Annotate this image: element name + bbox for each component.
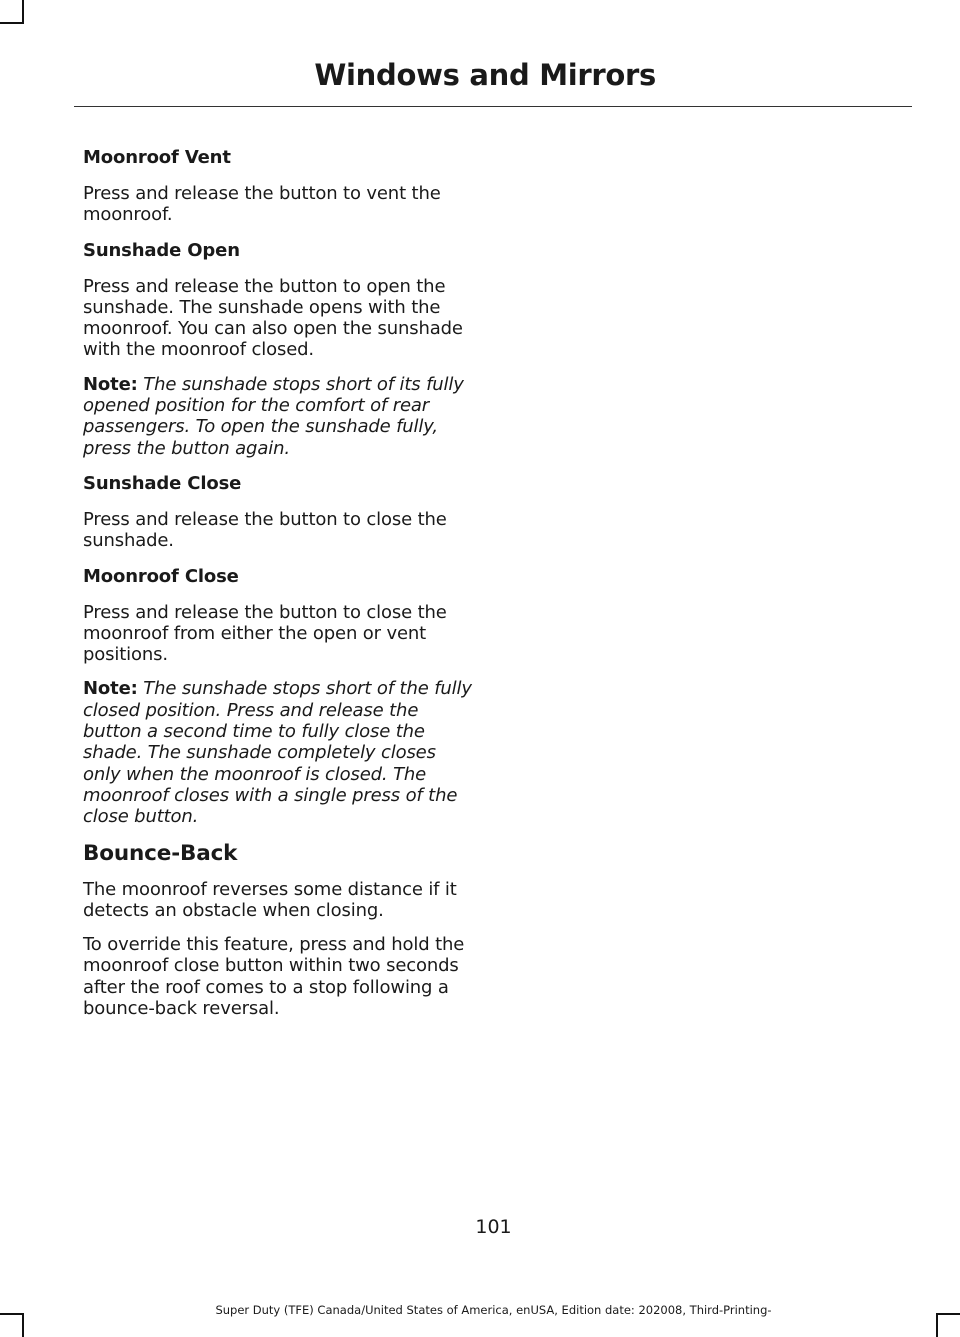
- main-content: [83, 146, 478, 1032]
- heading-moonroof-close: Moonroof Close: [83, 565, 239, 587]
- page-number: 101: [475, 1216, 512, 1238]
- note-label: Note:: [83, 373, 138, 395]
- header-divider: [74, 106, 912, 107]
- note-sunshade-open: [83, 374, 478, 459]
- footer-text: Super Duty (TFE) Canada/United States of America, enUSA, Edition date: 202008, Third-Printing-: [215, 1303, 772, 1317]
- note-moonroof-close: [83, 678, 478, 827]
- paragraph-moonroof-close: Press and release the button to close the moonroof from either the open or vent positions.: [83, 601, 447, 666]
- paragraph-sunshade-close: Press and release the button to close the sunshade.: [83, 508, 447, 552]
- crop-mark-top-left-horizontal: [0, 22, 24, 24]
- page-title: Windows and Mirrors: [314, 58, 656, 92]
- paragraph-bounce-back-2: To override this feature, press and hold the moonroof close button within two seconds after the roof comes to a stop following a bounce-back reversal.: [83, 934, 465, 1020]
- heading-bounce-back: Bounce-Back: [83, 840, 238, 866]
- crop-mark-top-left-vertical: [22, 0, 24, 24]
- paragraph-bounce-back-1: The moonroof reverses some distance if it detects an obstacle when closing.: [83, 878, 457, 921]
- heading-moonroof-vent: Moonroof Vent: [83, 147, 231, 168]
- note-label: Note:: [83, 678, 138, 700]
- note-text: The sunshade stops short of the fully closed position. Press and release the button a second time to fully close the shade. The sunshade completely closes only when the moonroof is closed. The moonroof closes with a single press of the close button.: [83, 678, 472, 828]
- note-text: The sunshade stops short of its fully opened position for the comfort of rear passengers. To open the sunshade fully, press the button again.: [83, 373, 464, 459]
- paragraph-moonroof-vent: Press and release the button to vent the moonroof.: [83, 183, 441, 226]
- heading-sunshade-close: Sunshade Close: [83, 472, 242, 494]
- paragraph-sunshade-open: Press and release the button to open the sunshade. The sunshade opens with the moonroof. You can also open the sunshade with the moonroof closed.: [83, 275, 463, 361]
- heading-sunshade-open: Sunshade Open: [83, 239, 240, 261]
